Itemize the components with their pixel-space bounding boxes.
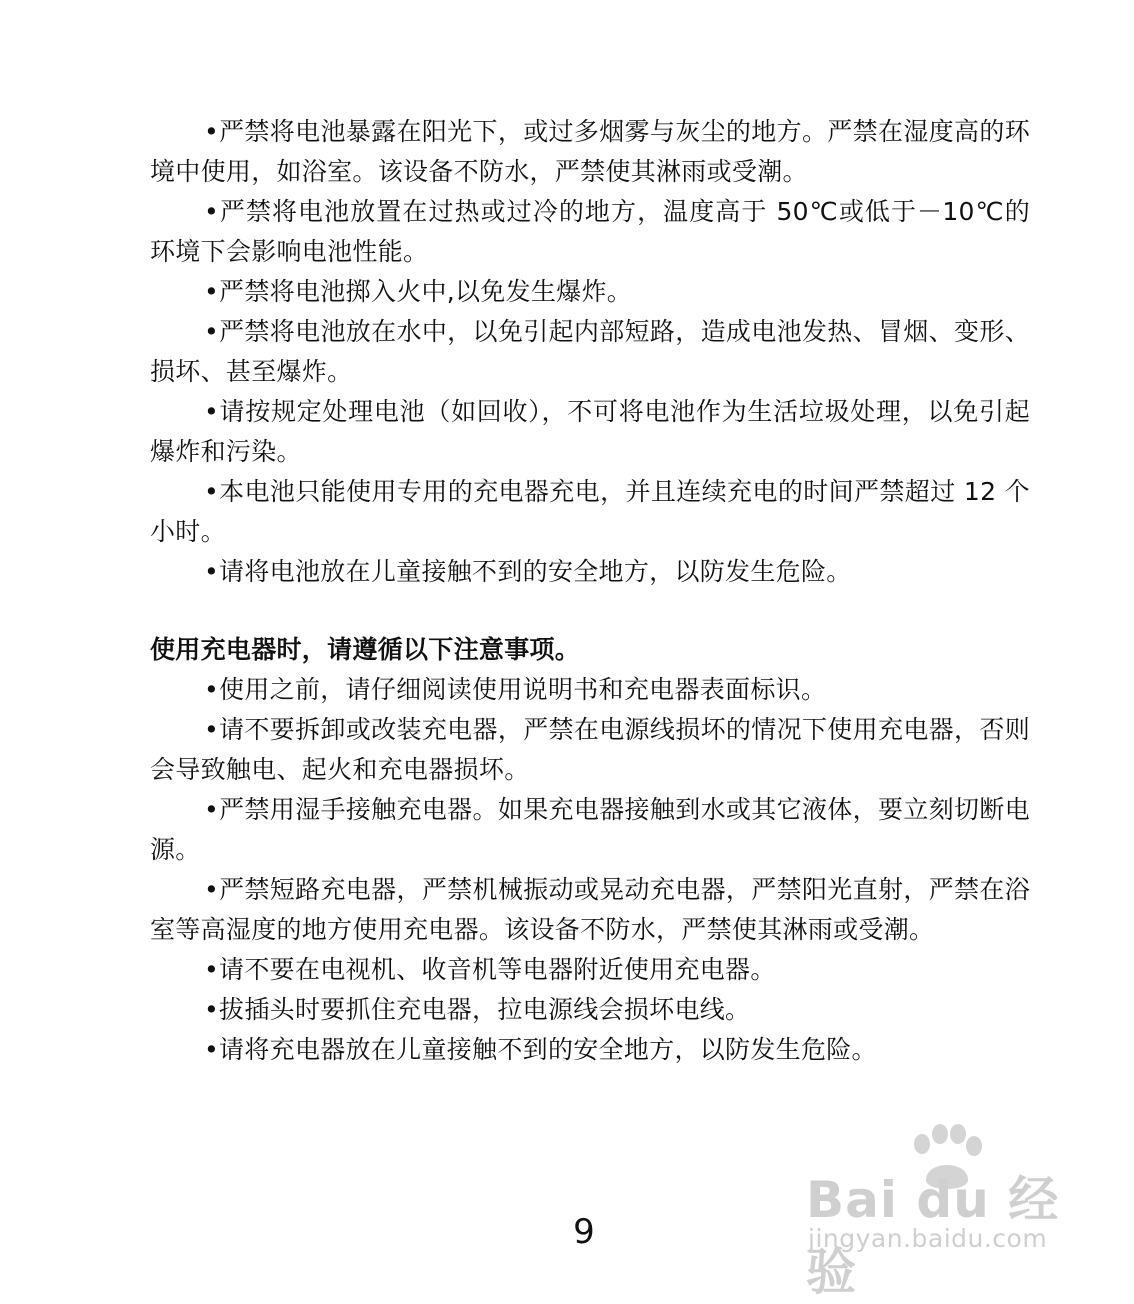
charger-warning-2: •请不要拆卸或改装充电器，严禁在电源线损坏的情况下使用充电器，否则会导致触电、起火和充电器损坏。 (150, 715, 1030, 784)
battery-warning-5: •请按规定处理电池（如回收），不可将电池作为生活垃圾处理，以免引起爆炸和污染。 (150, 397, 1030, 466)
page-number: 9 (573, 1212, 595, 1252)
battery-warning-6: •本电池只能使用专用的充电器充电，并且连续充电的时间严禁超过 12 个小时。 (150, 477, 1030, 546)
charger-warning-4: •严禁短路充电器，严禁机械振动或晃动充电器，严禁阳光直射，严禁在浴室等高湿度的地方使用充电器。该设备不防水，严禁使其淋雨或受潮。 (150, 875, 1030, 944)
charger-section-heading: 使用充电器时，请遵循以下注意事项。 (150, 635, 581, 664)
battery-warning-2: •严禁将电池放置在过热或过冷的地方，温度高于 50℃或低于－10℃的环境下会影响电池性能。 (150, 197, 1030, 266)
battery-warning-1: •严禁将电池暴露在阳光下，或过多烟雾与灰尘的地方。严禁在湿度高的环境中使用，如浴室。该设备不防水，严禁使其淋雨或受潮。 (150, 117, 1030, 186)
watermark-url: jingyan.baidu.com (808, 1224, 1048, 1253)
charger-warning-5: •请不要在电视机、收音机等电器附近使用充电器。 (204, 955, 776, 984)
battery-warning-3: •严禁将电池掷入火中,以免发生爆炸。 (204, 277, 633, 306)
page-content (150, 112, 1030, 1070)
watermark-logo: Bai du 经验 (806, 1171, 1060, 1301)
battery-warning-7: •请将电池放在儿童接触不到的安全地方，以防发生危险。 (204, 557, 852, 586)
charger-warning-7: •请将充电器放在儿童接触不到的安全地方，以防发生危险。 (204, 1035, 877, 1064)
battery-warning-4: •严禁将电池放在水中，以免引起内部短路，造成电池发热、冒烟、变形、损坏、甚至爆炸。 (150, 317, 1030, 386)
charger-warning-6: •拔插头时要抓住充电器，拉电源线会损坏电线。 (204, 995, 751, 1024)
charger-warning-3: •严禁用湿手接触充电器。如果充电器接触到水或其它液体，要立刻切断电源。 (150, 795, 1030, 864)
charger-warning-1: •使用之前，请仔细阅读使用说明书和充电器表面标识。 (204, 675, 827, 704)
